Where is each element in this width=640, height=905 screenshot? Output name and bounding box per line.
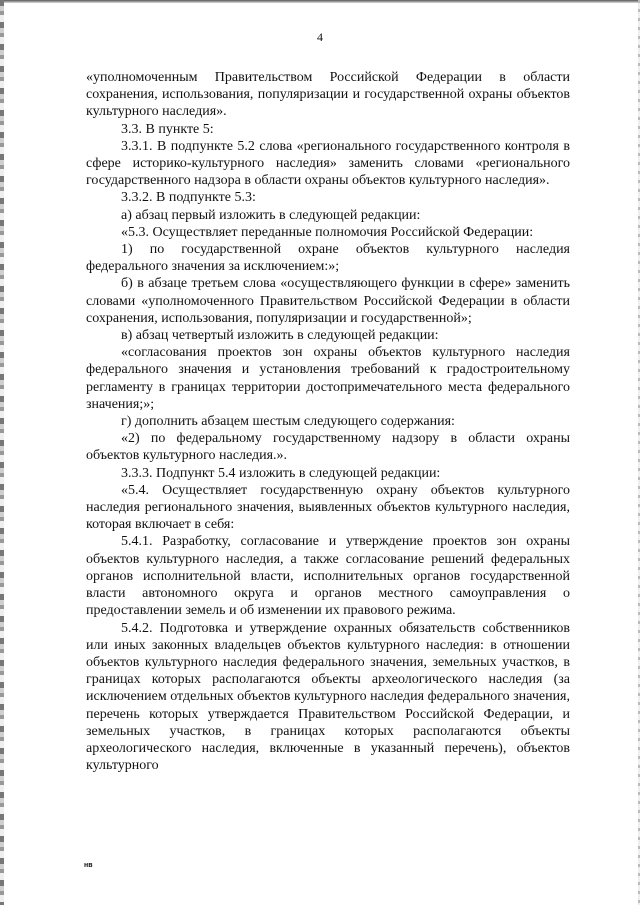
paragraph-1: «уполномоченным Правительством Российской Федерации в области сохранения, использования, популяризации и государственной охраны объектов культурного наследия». [86,70,570,120]
paragraph-14: «5.4. Осуществляет государственную охрану объектов культурного наследия регионального значения, выявленных объектов культурного наследия, которая включает в себя: [86,482,570,533]
page-number: 4 [317,30,323,44]
paragraph-11: г) дополнить абзацем шестым следующего содержания: [121,414,455,430]
paragraph-12: «2) по федеральному государственному надзору в области охраны объектов культурного наследия.». [86,431,570,464]
paragraph-4: 3.3.2. В подпункте 5.3: [121,190,256,206]
paragraph-13: 3.3.3. Подпункт 5.4 изложить в следующей редакции: [121,465,441,481]
scan-edge-top [0,0,640,3]
paragraph-16: 5.4.2. Подготовка и утверждение охранных обязательств собственников или иных законных владельцев объектов культурного наследия: в отношении объектов культурного наследия федерального значения, земельных участков, в границах которых располагаются объекты археологического наследия (за исключением отдельных объектов культурного наследия федерального значения, перечень которых утверждается Правительством Российской Федерации, и земельных участков, в границах которых располагаются объекты археологического наследия, включенные в указанный перечень), объектов культурного [86,620,570,774]
paragraph-2: 3.3. В пункте 5: [121,121,214,137]
paragraph-10: «согласования проектов зон охраны объектов культурного наследия федерального значения и установления требований к градостроительному регламенту в границах территории достопримечательного места федерального значения;»; [86,345,570,412]
paragraph-3: 3.3.1. В подпункте 5.2 слова «регионального государственного контроля в сфере историко-культурного наследия» заменить словами «регионального государственного надзора в области охраны объектов культурного наследия». [86,138,570,189]
scan-edge-left [0,0,4,905]
document-body [86,69,570,774]
paragraph-8: б) в абзаце третьем слова «осуществляющего функции в сфере» заменить словами «уполномоченного Правительством Российской Федерации в области сохранения, использования, популяризации и государственной»; [86,276,570,326]
footer-initials: нв [84,862,93,869]
paragraph-6: «5.3. Осуществляет переданные полномочия Российской Федерации: [121,224,534,240]
paragraph-7: 1) по государственной охране объектов культурного наследия федерального значения за исключением:»; [86,242,570,275]
paragraph-15: 5.4.1. Разработку, согласование и утверждение проектов зон охраны объектов культурного наследия, а также согласование решений федеральных органов исполнительной власти, исполнительных органов государственной власти автономного округа и органов местного самоуправления о предоставлении земель и об изменении их правового режима. [86,534,570,619]
paragraph-5: а) абзац первый изложить в следующей редакции: [121,207,421,223]
paragraph-9: в) абзац четвертый изложить в следующей редакции: [121,328,439,344]
